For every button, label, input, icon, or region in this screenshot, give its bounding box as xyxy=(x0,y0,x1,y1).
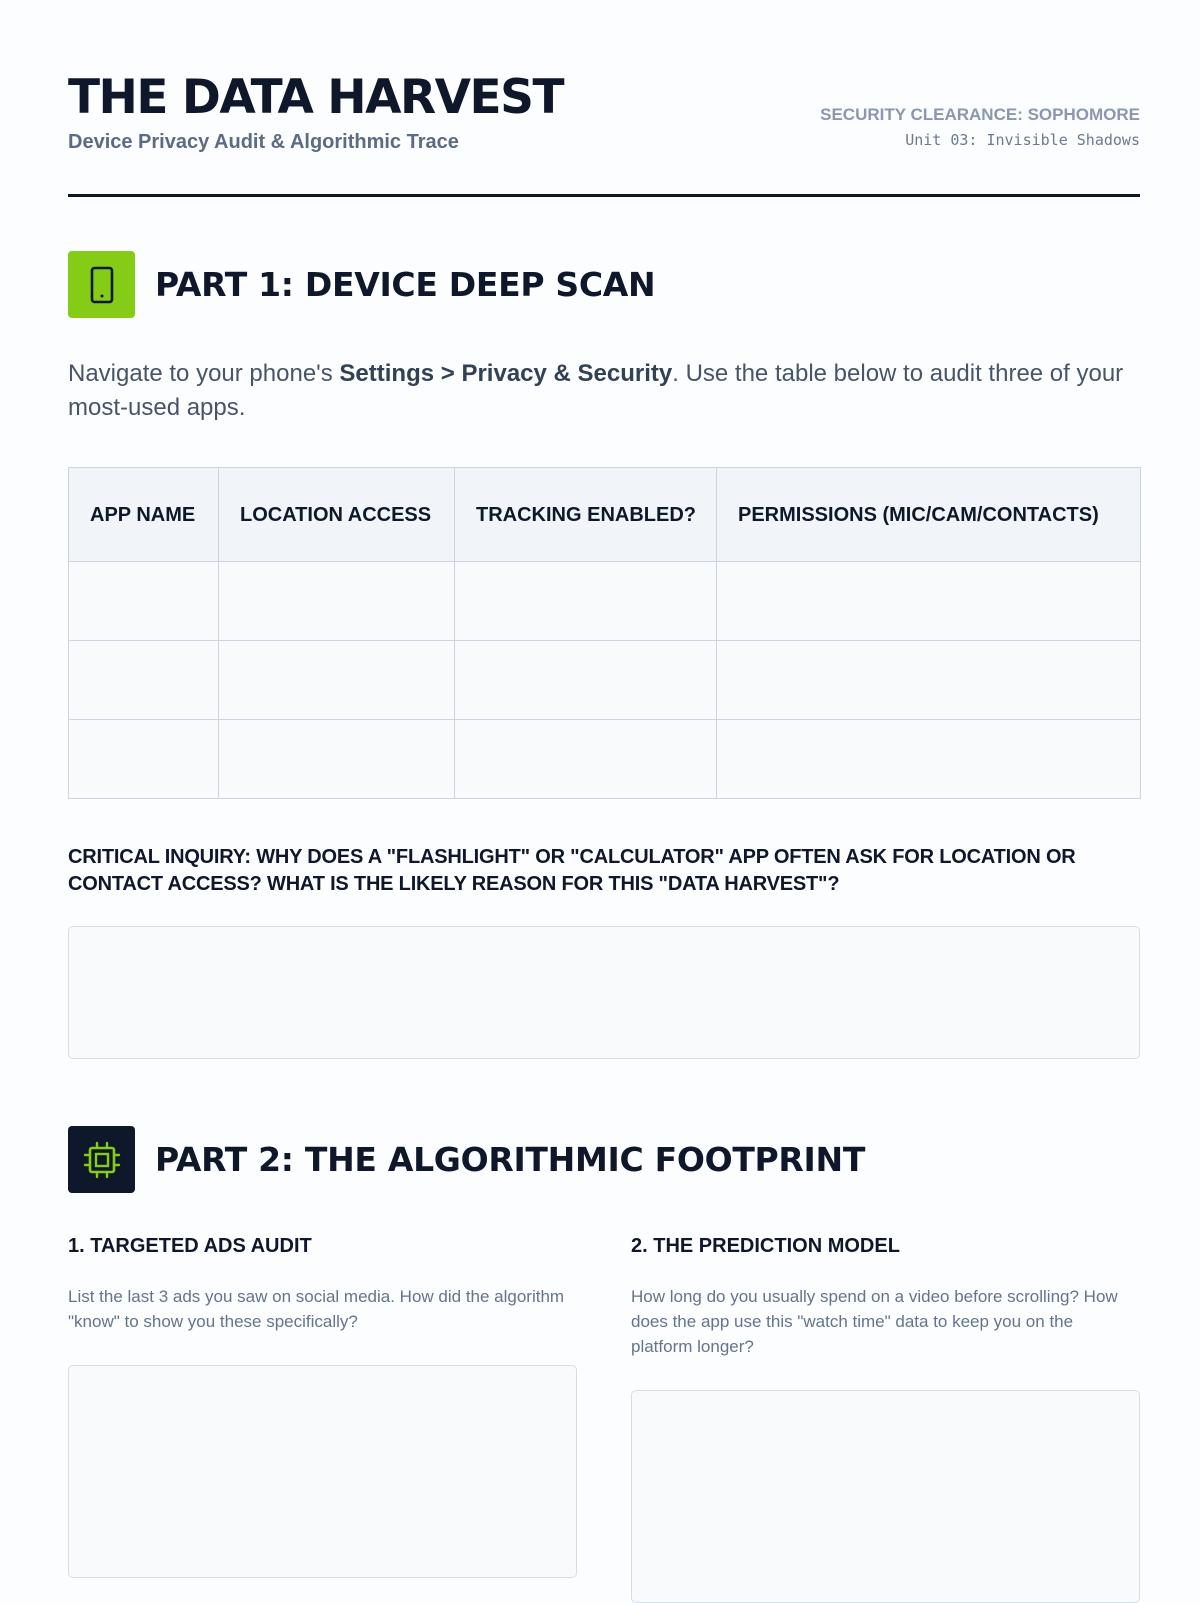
prediction-model-answer-box[interactable] xyxy=(631,1390,1140,1603)
inquiry-answer-box[interactable] xyxy=(68,926,1140,1059)
table-cell[interactable] xyxy=(69,720,219,799)
table-cell[interactable] xyxy=(69,562,219,641)
table-header-row xyxy=(69,468,1141,562)
table-cell[interactable] xyxy=(219,720,455,799)
part2-title: PART 2: THE ALGORITHMIC FOOTPRINT xyxy=(155,1140,866,1179)
table-cell[interactable] xyxy=(455,641,717,720)
intro-text-before: Navigate to your phone's xyxy=(68,360,340,387)
part1-heading xyxy=(68,251,1140,319)
part1-title: PART 1: DEVICE DEEP SCAN xyxy=(155,265,656,304)
unit-label: Unit 03: Invisible Shadows xyxy=(905,131,1140,149)
table-row xyxy=(69,641,1141,720)
table-row xyxy=(69,562,1141,641)
column-header-tracking-enabled: TRACKING ENABLED? xyxy=(455,468,717,562)
prediction-model-title: 2. THE PREDICTION MODEL xyxy=(631,1235,900,1257)
header-divider xyxy=(68,194,1140,197)
table-cell[interactable] xyxy=(455,720,717,799)
part2-heading xyxy=(68,1126,1140,1194)
table-cell[interactable] xyxy=(219,641,455,720)
table-row xyxy=(69,720,1141,799)
chip-icon xyxy=(68,1126,135,1193)
table-cell[interactable] xyxy=(69,641,219,720)
security-clearance: SECURITY CLEARANCE: SOPHOMORE xyxy=(820,105,1140,124)
tablet-icon xyxy=(68,251,135,318)
column-header-permissions: PERMISSIONS (MIC/CAM/CONTACTS) xyxy=(717,468,1141,562)
table-cell[interactable] xyxy=(455,562,717,641)
intro-text-after: . Use the table below to audit three of your most-used apps. xyxy=(68,360,1124,421)
targeted-ads-answer-box[interactable] xyxy=(68,1365,577,1578)
intro-settings-path: Settings > Privacy & Security xyxy=(339,360,673,387)
column-header-app-name: APP NAME xyxy=(69,468,219,562)
table-cell[interactable] xyxy=(717,720,1141,799)
critical-inquiry-prompt: CRITICAL INQUIRY: WHY DOES A "FLASHLIGHT" OR "CALCULATOR" APP OFTEN ASK FOR LOCATION OR CONTACT ACCESS? WHAT IS THE LIKELY REASON FOR THIS "DATA HARVEST"? xyxy=(68,846,1076,895)
document-title: THE DATA HARVEST xyxy=(68,70,564,125)
column-header-location-access: LOCATION ACCESS xyxy=(219,468,455,562)
prediction-model-description: How long do you usually spend on a video before scrolling? How does the app use this "watch time" data to keep you on the platform longer? xyxy=(631,1287,1118,1356)
document-header xyxy=(68,66,1140,196)
targeted-ads-audit-description: List the last 3 ads you saw on social media. How did the algorithm "know" to show you these specifically? xyxy=(68,1287,565,1331)
table-cell[interactable] xyxy=(219,562,455,641)
targeted-ads-audit-title: 1. TARGETED ADS AUDIT xyxy=(68,1235,312,1257)
document-subtitle: Device Privacy Audit & Algorithmic Trace xyxy=(68,131,459,153)
table-cell[interactable] xyxy=(717,562,1141,641)
part1-instructions xyxy=(68,357,1140,425)
app-audit-table xyxy=(68,467,1141,799)
table-cell[interactable] xyxy=(717,641,1141,720)
